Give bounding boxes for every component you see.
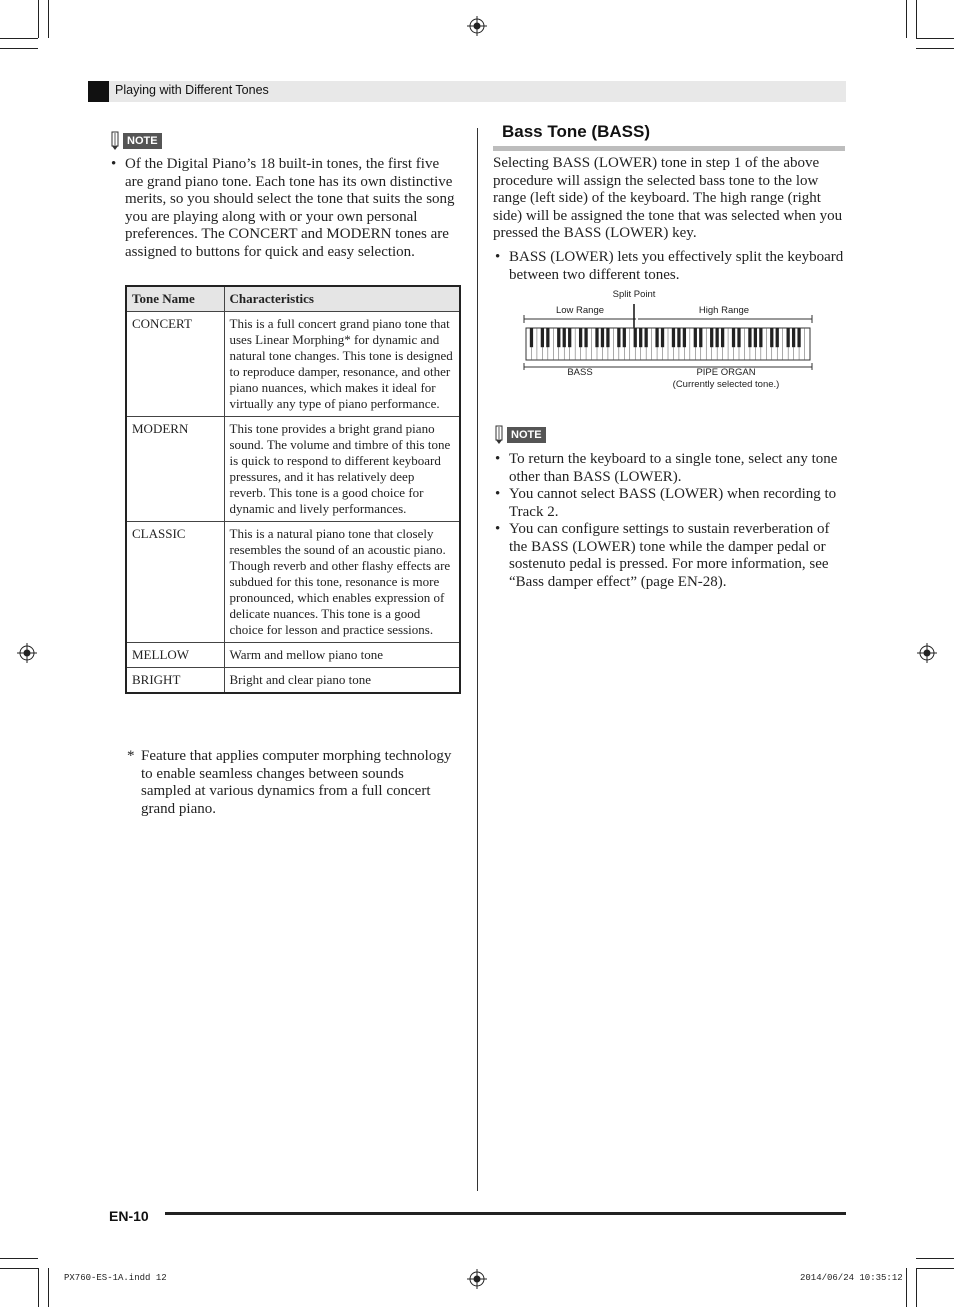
keyboard-svg: [520, 300, 820, 370]
note-item: • To return the keyboard to a single tone, select any tone other than BASS (LOWER).: [493, 451, 845, 486]
crop-mark: [0, 1268, 38, 1269]
bass-notes-list: [493, 451, 845, 591]
tone-name-cell: MELLOW: [126, 643, 224, 668]
table-row: [126, 668, 460, 694]
pencil-icon: [109, 131, 121, 151]
pipe-organ-label: PIPE ORGAN: [696, 367, 756, 378]
tone-desc-cell: Bright and clear piano tone: [224, 668, 460, 694]
currently-selected-label: (Currently selected tone.): [672, 379, 780, 390]
crop-mark: [0, 1258, 38, 1259]
crop-mark: [916, 0, 917, 38]
crop-mark: [916, 38, 954, 39]
high-range-label: High Range: [698, 305, 750, 316]
tone-name-cell: BRIGHT: [126, 668, 224, 694]
note-item: • You can configure settings to sustain reverberation of the BASS (LOWER) tone while the damper pedal or sostenuto pedal is pressed. For more information, see “Bass damper effect” (page EN-28).: [493, 521, 845, 591]
registration-mark-icon: [17, 643, 37, 663]
footnote-mark: *: [127, 748, 135, 764]
tone-name-cell: CLASSIC: [126, 522, 224, 643]
tone-table: [125, 285, 461, 694]
crop-mark: [48, 1268, 49, 1307]
tone-desc-cell: Warm and mellow piano tone: [224, 643, 460, 668]
low-range-label: Low Range: [555, 305, 605, 316]
slug-timestamp: 2014/06/24 10:35:12: [800, 1273, 903, 1283]
note-badge: [493, 425, 546, 445]
tone-desc-cell: This is a full concert grand piano tone that uses Linear Morphing* for dynamic and natural tone changes. This tone is designed to reproduce damper, resonance, and other piano nuances, which makes it ideal for virtually any type of piano performance.: [224, 312, 460, 417]
note-list: [109, 156, 457, 261]
keyboard-split-diagram: [520, 286, 820, 396]
crop-mark: [916, 1258, 954, 1259]
crop-mark: [916, 1268, 917, 1307]
split-bullet: • BASS (LOWER) lets you effectively split the keyboard between two different tones.: [493, 249, 845, 284]
running-header-block: [88, 81, 109, 102]
tone-name-cell: MODERN: [126, 417, 224, 522]
crop-mark: [38, 0, 39, 38]
table-row: [126, 522, 460, 643]
note-badge: [109, 131, 162, 151]
table-header-cell: Characteristics: [224, 286, 460, 312]
table-row: [126, 312, 460, 417]
tone-desc-cell: This is a natural piano tone that closely resembles the sound of an acoustic piano. Though reverb and other flashy effects are subdued for this tone, resonance is more pronounced, which enables expression of delicate nuances. This tone is a good choice for lesson and practice sessions.: [224, 522, 460, 643]
intro-paragraph: Selecting BASS (LOWER) tone in step 1 of the above procedure will assign the selected bass tone to the low range (left side) of the keyboard. The high range (right side) will be assigned the tone that was selected when you pressed the BASS (LOWER) key.: [493, 155, 843, 241]
section-title: Bass Tone (BASS): [502, 122, 650, 141]
table-row: [126, 643, 460, 668]
crop-mark: [38, 1268, 39, 1307]
running-header-title: Playing with Different Tones: [115, 83, 269, 97]
table-header-cell: Tone Name: [126, 286, 224, 312]
crop-mark: [906, 1268, 907, 1307]
crop-mark: [916, 1268, 954, 1269]
bass-label: BASS: [567, 367, 593, 378]
registration-mark-icon: [917, 643, 937, 663]
note-item: • You cannot select BASS (LOWER) when recording to Track 2.: [493, 486, 845, 521]
table-header-row: [126, 286, 460, 312]
footnote-text: Feature that applies computer morphing technology to enable seamless changes between sounds sampled at various dynamics from a full concert grand piano.: [141, 748, 452, 817]
footnote: [127, 748, 457, 818]
page-number: EN-10: [109, 1208, 149, 1224]
note-bullet: • Of the Digital Piano’s 18 built-in tones, the first five are grand piano tone. Each tone has its own distinctive merits, so you should select the tone that suits the song you are playing along with or your own personal preferences. The CONCERT and MODERN tones are assigned to buttons for quick and easy selection.: [109, 156, 457, 261]
note-label: NOTE: [507, 427, 546, 443]
keyboard-keys: [526, 328, 810, 360]
tone-name-cell: CONCERT: [126, 312, 224, 417]
split-point-label: Split Point: [612, 289, 656, 300]
registration-mark-icon: [467, 16, 487, 36]
crop-mark: [0, 48, 38, 49]
crop-mark: [0, 38, 38, 39]
registration-mark-icon: [467, 1269, 487, 1289]
section-title-rule: [493, 146, 845, 151]
note-label: NOTE: [123, 133, 162, 149]
split-bullet-list: [493, 249, 845, 284]
crop-mark: [906, 0, 907, 38]
crop-mark: [48, 0, 49, 38]
column-divider: [477, 128, 478, 1191]
table-row: [126, 417, 460, 522]
crop-mark: [916, 48, 954, 49]
footer-rule: [165, 1212, 846, 1215]
pencil-icon: [493, 425, 505, 445]
tone-desc-cell: This tone provides a bright grand piano sound. The volume and timbre of this tone is quick to respond to different keyboard pressures, and it has relatively deep reverb. This tone is a good choice for dynamic and lively performances.: [224, 417, 460, 522]
slug-filename: PX760-ES-1A.indd 12: [64, 1273, 167, 1283]
